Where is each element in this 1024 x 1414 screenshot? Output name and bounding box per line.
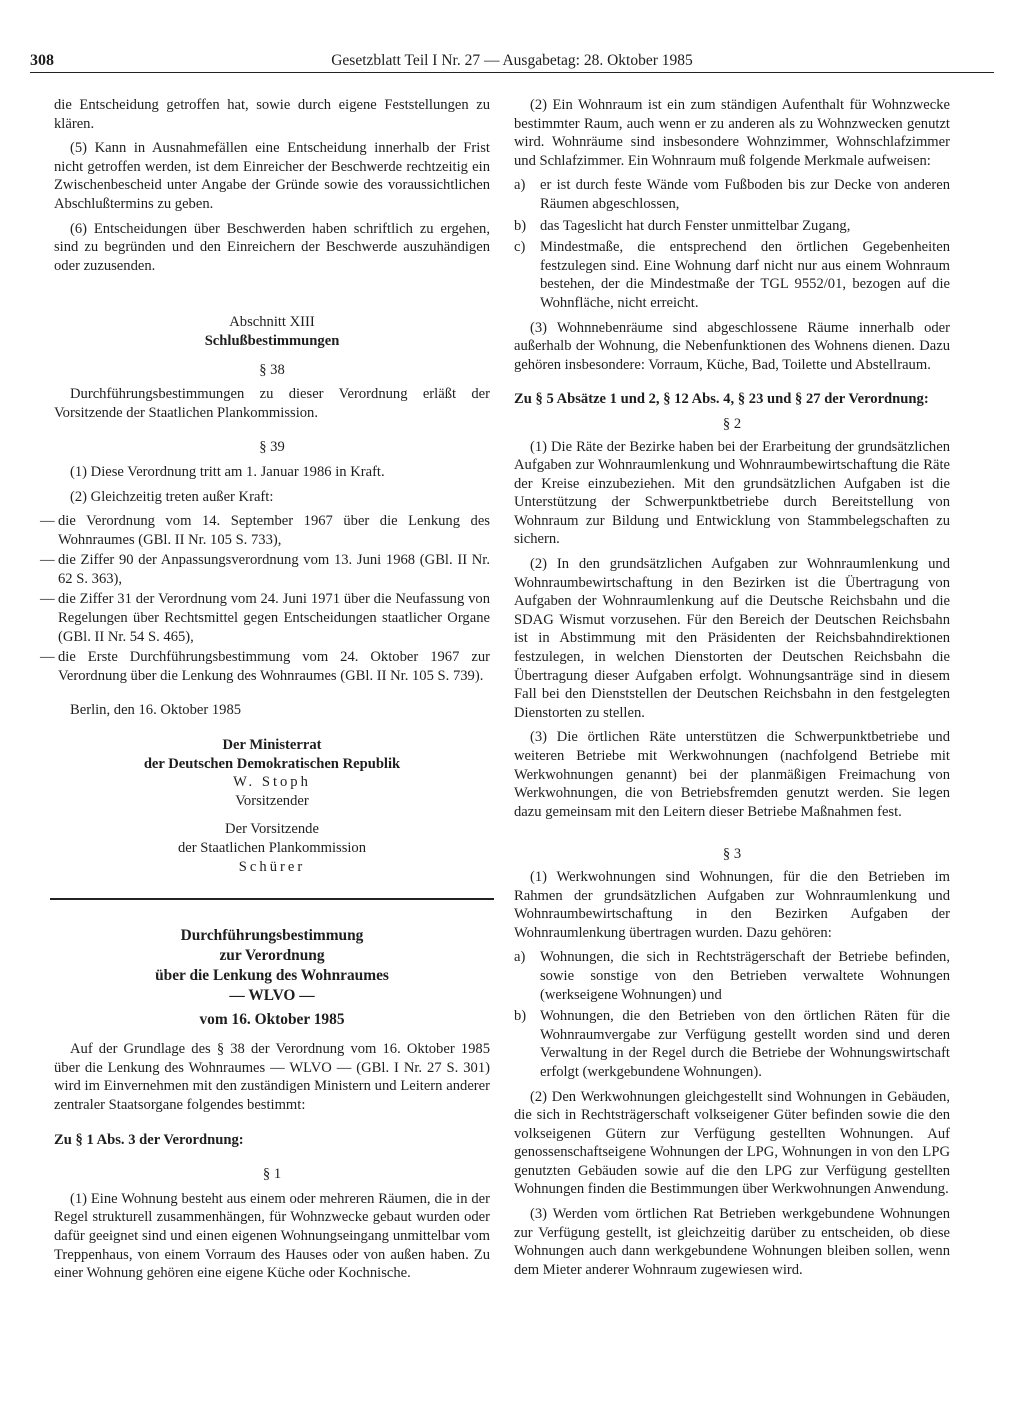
list-item: — die Ziffer 31 der Verordnung vom 24. Juni 1971 über die Neufassung von Regelungen über Rechtsmittel gegen Entscheidungen staatlicher Organe (GBl. II Nr. 54 S. 465), — [40, 590, 490, 646]
section-39-para-1: (1) Diese Verordnung tritt am 1. Januar 1986 in Kraft. — [70, 463, 385, 480]
section-1-para-3: (3) Wohnnebenräume sind abgeschlossene Räume innerhalb oder außerhalb der Wohnung, die Nebenfunktionen des Wohnens dienen. Dazu gehören insbesondere: Vorraum, Küche, Bad, Toilette und Abstellraum. — [514, 319, 950, 373]
signatory-body: Der Vorsitzende — [225, 821, 319, 838]
criteria-list — [514, 176, 950, 312]
section-3-heading: § 3 — [722, 846, 742, 863]
paragraph-6: (6) Entscheidungen über Beschwerden haben schriftlich zu ergehen, sind zu begründen und den Einreichern der Beschwerde auszuhändigen oder zuzusenden. — [54, 220, 490, 274]
section-38-heading: § 38 — [259, 361, 285, 378]
left-column — [54, 96, 490, 1289]
list-item: — die Verordnung vom 14. September 1967 über die Lenkung des Wohnraumes (GBl. II Nr. 105 S. 733), — [40, 512, 490, 549]
list-item: c) Mindestmaße, die entsprechend den örtlichen Gegebenheiten festzulegen sind. Eine Wohnung darf nicht nur aus einem Wohnraum bestehen, der die Mindestmaße der TGL 9552/01, bezogen auf die Wohnfläche, nicht erreicht. — [514, 239, 950, 311]
regulation-title — [54, 926, 490, 1030]
section-2-para-1: (1) Die Räte der Bezirke haben bei der Erarbeitung der grundsätzlichen Aufgaben zur Wohnraumlenkung und Wohnraumbewirtschaftung die Räte der Kreise einzubeziehen. Mit den grundsätzlichen Aufgaben ist die Unterstützung der Schwerpunktbetriebe durch Bereitstellung von Wohnraum zur Bildung und Entwicklung von Stammbelegschaften zu sichern. — [514, 438, 950, 548]
page-number: 308 — [30, 52, 54, 69]
title-line: zur Verordnung — [219, 947, 325, 965]
title-line: Durchführungsbestimmung — [180, 927, 364, 945]
gazette-title: Gesetzblatt Teil I Nr. 27 — Ausgabetag: 28. Oktober 1985 — [331, 52, 693, 69]
section-label: Abschnitt XIII — [229, 314, 315, 331]
preamble: Auf der Grundlage des § 38 der Verordnung vom 16. Oktober 1985 über die Lenkung des Wohnraumes — WLVO — (GBl. I Nr. 27 S. 301) wird im Einvernehmen mit den zuständigen Ministern und Leitern anderer zentraler Staatsorgane folgendes bestimmt: — [54, 1041, 490, 1113]
divider — [50, 898, 494, 900]
signatory-body: der Staatlichen Plankommission — [177, 840, 367, 856]
paragraph-5: (5) Kann in Ausnahmefällen eine Entscheidung innerhalb der Frist nicht getroffen werden, ist dem Einreicher der Beschwerde rechtzeitig ein Zwischenbescheid unter Angabe der Gründe sowie des voraussichtlichen Abschlußtermins zu geben. — [54, 140, 490, 212]
section-38-text: Durchführungsbestimmungen zu dieser Verordnung erläßt der Vorsitzende der Staatlichen Plankommission. — [54, 386, 490, 421]
housing-types-list — [514, 948, 950, 1081]
section-3-para-3: (3) Werden vom örtlichen Rat Betrieben werkgebundene Wohnungen zur Verfügung gestellt, ist gleichzeitig darüber zu entscheiden, ob diese Wohnungen auch dann werkgebundene Wohnungen bleiben sollen, wenn dem Mieter anderer Wohnraum zugewiesen wird. — [514, 1206, 950, 1278]
title-date: vom 16. Oktober 1985 — [199, 1011, 345, 1029]
signature-block — [54, 736, 490, 876]
signatory-body: der Deutschen Demokratischen Republik — [143, 755, 401, 772]
place-date: Berlin, den 16. Oktober 1985 — [70, 702, 242, 719]
section-1-heading: § 1 — [262, 1166, 282, 1183]
signatory-name: Schürer — [238, 858, 306, 875]
signatory-role: Vorsitzender — [235, 792, 309, 809]
list-item: b) das Tageslicht hat durch Fenster unmittelbar Zugang, — [514, 217, 851, 234]
title-line: — WLVO — — [229, 987, 315, 1005]
reference-heading: Zu § 5 Absätze 1 und 2, § 12 Abs. 4, § 23 und § 27 der Verordnung: — [514, 391, 929, 408]
section-1-para-2: (2) Ein Wohnraum ist ein zum ständigen Aufenthalt für Wohnzwecke bestimmter Raum, auch wenn er zu anderen als zu Wohnzwecken genutzt wird. Wohnräume sind insbesondere Wohnzimmer, Wohnschlafzimmer und Schlafzimmer. Ein Wohnraum muß folgende Merkmale aufweisen: — [514, 97, 950, 169]
list-item: a) Wohnungen, die sich in Rechtsträgerschaft der Betriebe befinden, sowie sonstige von den Betrieben verwaltete Wohnungen (werkseigene Wohnungen) und — [514, 949, 950, 1003]
section-1-para-1: (1) Eine Wohnung besteht aus einem oder mehreren Räumen, die in der Regel strukturell zusammenhängen, für Wohnzwecke gebaut wurden oder dafür geeignet sind und einen eigenen Wohnungseingang unmittelbar vom Treppenhaus, von einem Vorraum des Hauses oder von außen haben. Zu einer Wohnung gehören eine eigene Küche oder Kochnische. — [54, 1190, 490, 1282]
signatory-body: Der Ministerrat — [222, 737, 322, 754]
section-39-para-2: (2) Gleichzeitig treten außer Kraft: — [70, 488, 274, 505]
signatory-name: W. Stoph — [233, 774, 311, 791]
list-item: — die Ziffer 90 der Anpassungsverordnung vom 13. Juni 1968 (GBl. II Nr. 62 S. 363), — [40, 551, 490, 588]
reference-heading: Zu § 1 Abs. 3 der Verordnung: — [54, 1131, 244, 1148]
section-2-para-2: (2) In den grundsätzlichen Aufgaben zur Wohnraumlenkung und Wohnraumbewirtschaftung in den Bezirken ist die Übertragung von Aufgaben der Wohnraumlenkung auf die Deutsche Reichsbahn und die SDAG Wismut vorzusehen. Für den Bereich der Deutschen Reichsbahn ist in Abstimmung mit den Präsidenten der Reichsbahndirektionen festzulegen, in welchen Dienstorten der Deutschen Reichsbahn die Übertragung dieser Aufgaben erfolgt. Wohnungsanträge sind in diesem Fall bei den Dienststellen der Deutschen Reichsbahn in den festgelegten Dienstorten zu stellen. — [514, 556, 950, 721]
title-line: über die Lenkung des Wohnraumes — [155, 967, 389, 985]
paragraph-intro: die Entscheidung getroffen hat, sowie durch eigene Feststellungen zu klären. — [54, 97, 490, 132]
section-title: Schlußbestimmungen — [204, 332, 340, 349]
repealed-list — [54, 512, 490, 685]
section-3-para-2: (2) Den Werkwohnungen gleichgestellt sind Wohnungen in Gebäuden, die sich in Rechtsträgerschaft volkseigener Güter befinden sowie die den volkseigenen Gütern zur Verfügung gestellten Wohnungen. Auf genossenschaftseigene Wohnungen der LPG, Wohnungen in von den LPG genutzten Gebäuden sowie auf die den LPG zur Verfügung gestellten Wohnungen finden die Bestimmungen über Werkwohnungen Anwendung. — [514, 1088, 950, 1198]
list-item: b) Wohnungen, die den Betrieben von den örtlichen Räten für die Wohnraumvergabe zur Verfügung gestellt worden sind und deren Verwaltung in der Regel durch die Betriebe der Wohnungswirtschaft erfolgt (werkgebundene Wohnungen). — [514, 1008, 950, 1080]
section-2-heading: § 2 — [722, 415, 742, 432]
section-3-para-1: (1) Werkwohnungen sind Wohnungen, für die den Betrieben im Rahmen der grundsätzlichen Aufgaben zur Wohnraumlenkung und Wohnraumbewirtschaftung in den Bezirken Aufgaben der Wohnraumlenkung übertragen wurden. Dazu gehören: — [514, 868, 950, 941]
list-item: — die Erste Durchführungsbestimmung vom 24. Oktober 1967 zur Verordnung über die Lenkung des Wohnraumes (GBl. II Nr. 105 S. 739). — [40, 648, 490, 685]
page-header — [30, 48, 994, 73]
right-column — [514, 96, 950, 1285]
section-2-para-3: (3) Die örtlichen Räte unterstützen die Schwerpunktbetriebe und weiteren Betriebe mit Werkwohnungen (nachfolgend Betriebe mit Werkwohnungen genannt) bei der planmäßigen Freimachung von Werkwohnungen, die von Betriebsfremden genutzt werden. Sie legen dazu gemeinsam mit den Leitern dieser Betriebe Maßnahmen fest. — [514, 729, 950, 820]
section-39-heading: § 39 — [259, 439, 285, 456]
list-item: a) er ist durch feste Wände vom Fußboden bis zur Decke von anderen Räumen abgeschlossen, — [514, 177, 950, 212]
